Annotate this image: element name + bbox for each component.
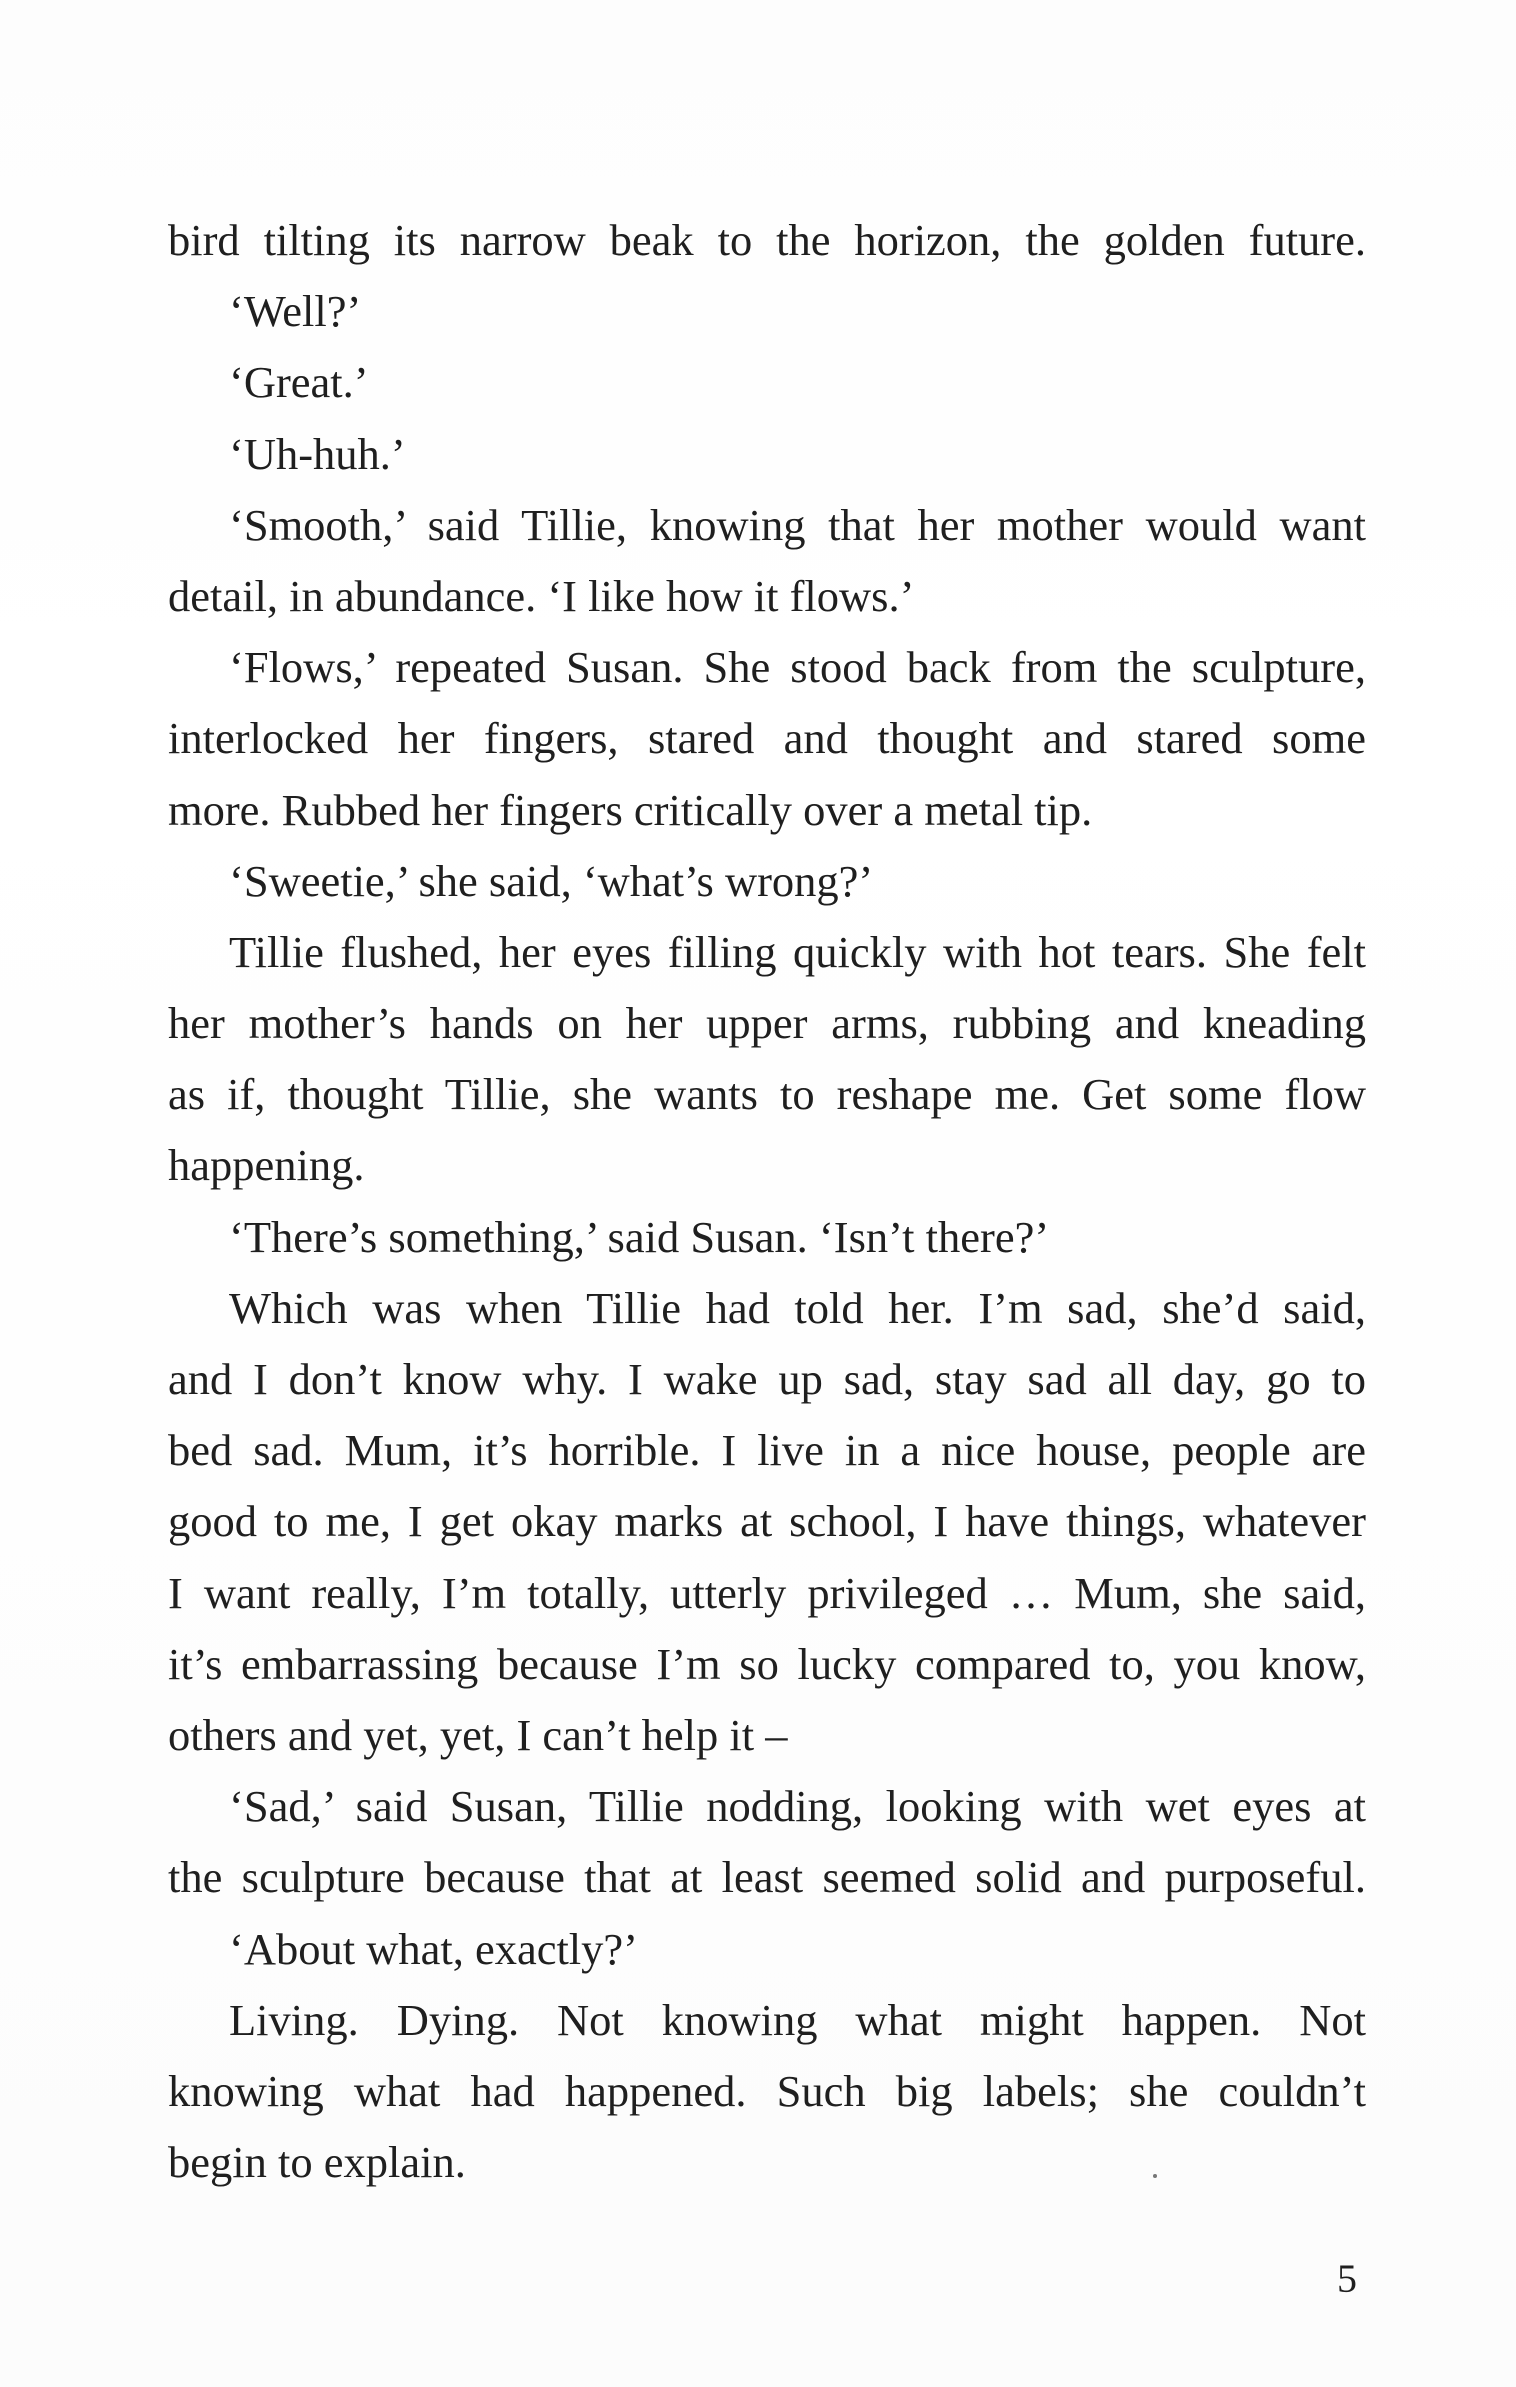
text-line: her mother’s hands on her upper arms, rubbing and kneading <box>168 998 1366 1049</box>
text-line: ‘Sad,’ said Susan, Tillie nodding, looking with wet eyes at <box>229 1781 1366 1832</box>
text-line: ‘There’s something,’ said Susan. ‘Isn’t there?’ <box>229 1211 1050 1262</box>
text-line: bird tilting its narrow beak to the horizon, the golden future. <box>168 215 1366 265</box>
text-line: ‘Smooth,’ said Tillie, knowing that her mother would want <box>229 499 1366 550</box>
text-line: ‘Flows,’ repeated Susan. She stood back from the sculpture, <box>229 642 1366 693</box>
text-line: ‘About what, exactly?’ <box>229 1923 638 1974</box>
text-line: begin to explain. <box>168 2137 466 2188</box>
text-line: the sculpture because that at least seemed solid and purposeful. <box>168 1852 1366 1903</box>
text-line: ‘Uh-huh.’ <box>229 428 406 479</box>
text-line: happening. <box>168 1140 365 1191</box>
print-speck <box>1153 2174 1157 2178</box>
text-line: ‘Great.’ <box>229 357 369 408</box>
text-line: good to me, I get okay marks at school, I have things, whatever <box>168 1496 1366 1547</box>
text-line: ‘Sweetie,’ she said, ‘what’s wrong?’ <box>229 855 874 906</box>
text-line: knowing what had happened. Such big labels; she couldn’t <box>168 2065 1366 2116</box>
page-number: 5 <box>1337 2256 1357 2301</box>
text-line: ‘Well?’ <box>229 286 362 337</box>
text-line: Which was when Tillie had told her. I’m sad, she’d said, <box>229 1282 1366 1333</box>
text-line: more. Rubbed her fingers critically over a metal tip. <box>168 784 1093 835</box>
text-line: I want really, I’m totally, utterly privileged … Mum, she said, <box>168 1567 1366 1618</box>
text-line: others and yet, yet, I can’t help it – <box>168 1709 788 1760</box>
text-line: bed sad. Mum, it’s horrible. I live in a nice house, people are <box>168 1425 1366 1476</box>
text-line: Tillie flushed, her eyes filling quickly with hot tears. She felt <box>229 926 1366 977</box>
text-line: Living. Dying. Not knowing what might happen. Not <box>229 1994 1366 2045</box>
text-line: detail, in abundance. ‘I like how it flows.’ <box>168 570 915 621</box>
text-line: as if, thought Tillie, she wants to reshape me. Get some flow <box>168 1069 1366 1120</box>
body-text <box>168 205 1366 2198</box>
text-line: interlocked her fingers, stared and thought and stared some <box>168 713 1366 764</box>
text-line: it’s embarrassing because I’m so lucky compared to, you know, <box>168 1638 1366 1689</box>
text-line: and I don’t know why. I wake up sad, stay sad all day, go to <box>168 1354 1366 1404</box>
